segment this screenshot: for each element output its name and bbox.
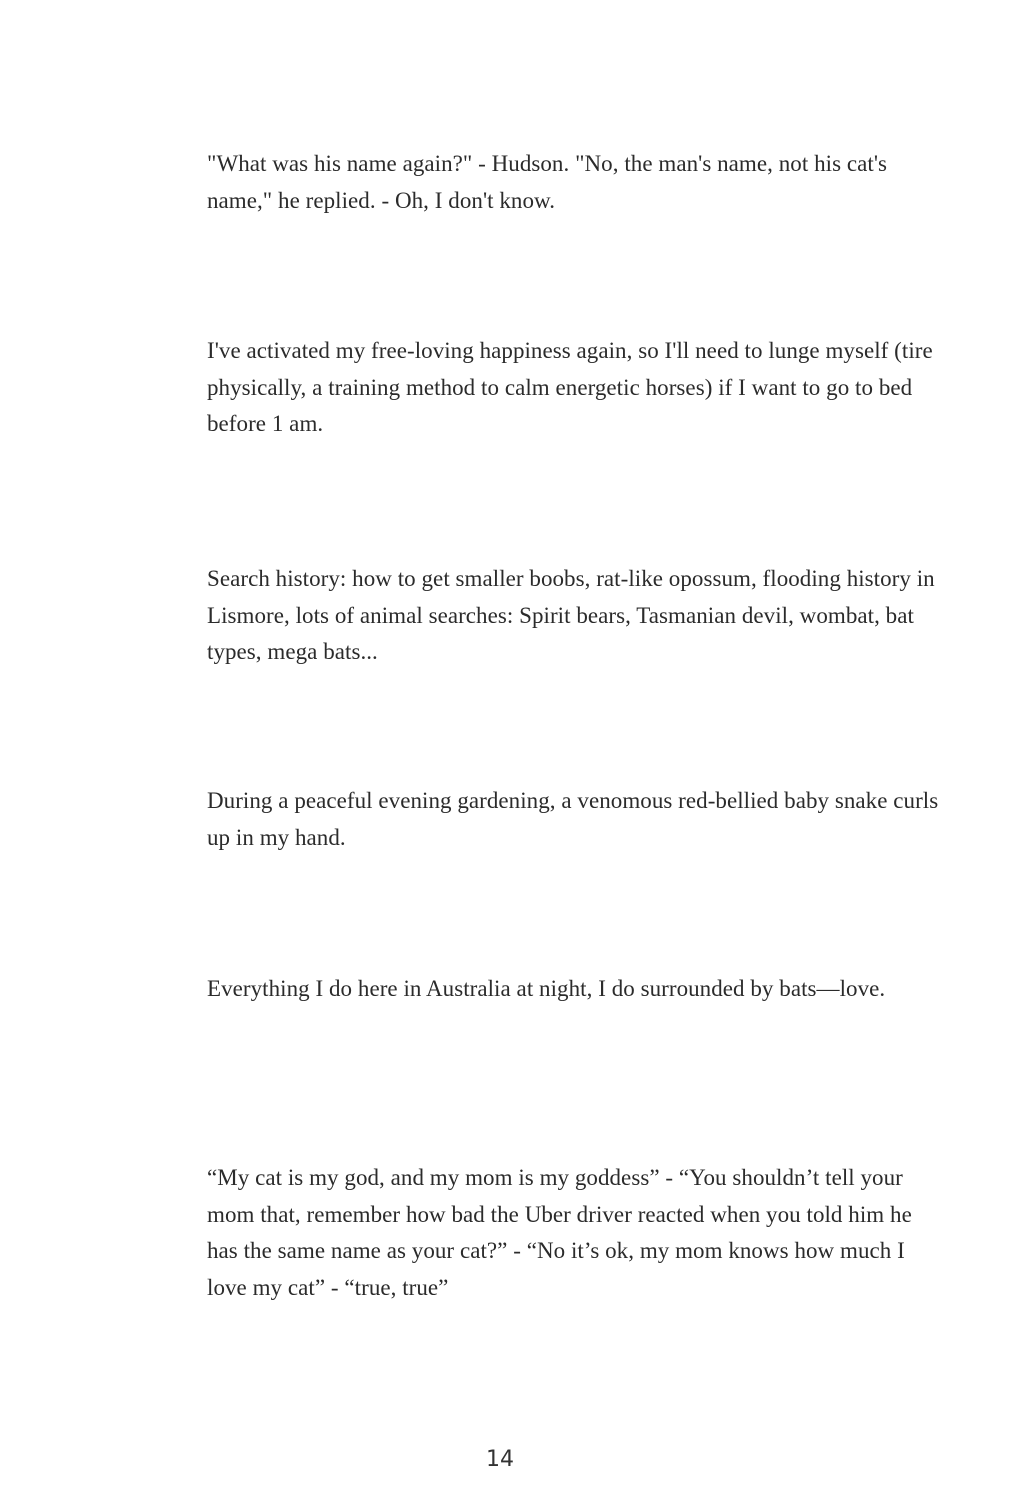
page-number: 14 <box>486 1447 514 1472</box>
journal-entry-snake: During a peaceful evening gardening, a venomous red-bellied baby snake curls up in my hand. <box>207 788 939 850</box>
journal-entry-cat-god: “My cat is my god, and my mom is my goddess” - “You shouldn’t tell your mom that, remember how bad the Uber driver reacted when you told him he has the same name as your cat?” - “No it’s ok, my mom knows how much I love my cat” - “true, true” <box>207 1165 912 1300</box>
journal-entry-bats: Everything I do here in Australia at night, I do surrounded by bats—love. <box>207 976 886 1001</box>
journal-entry-happiness: I've activated my free-loving happiness again, so I'll need to lunge myself (tire physically, a training method to calm energetic horses) if I want to go to bed before 1 am. <box>207 338 933 436</box>
journal-entry-hudson: "What was his name again?" - Hudson. "No, the man's name, not his cat's name," he replied. - Oh, I don't know. <box>207 151 888 213</box>
journal-entry-search-history: Search history: how to get smaller boobs, rat-like opossum, flooding history in Lismore, lots of animal searches: Spirit bears, Tasmanian devil, wombat, bat types, mega bats... <box>207 566 935 664</box>
